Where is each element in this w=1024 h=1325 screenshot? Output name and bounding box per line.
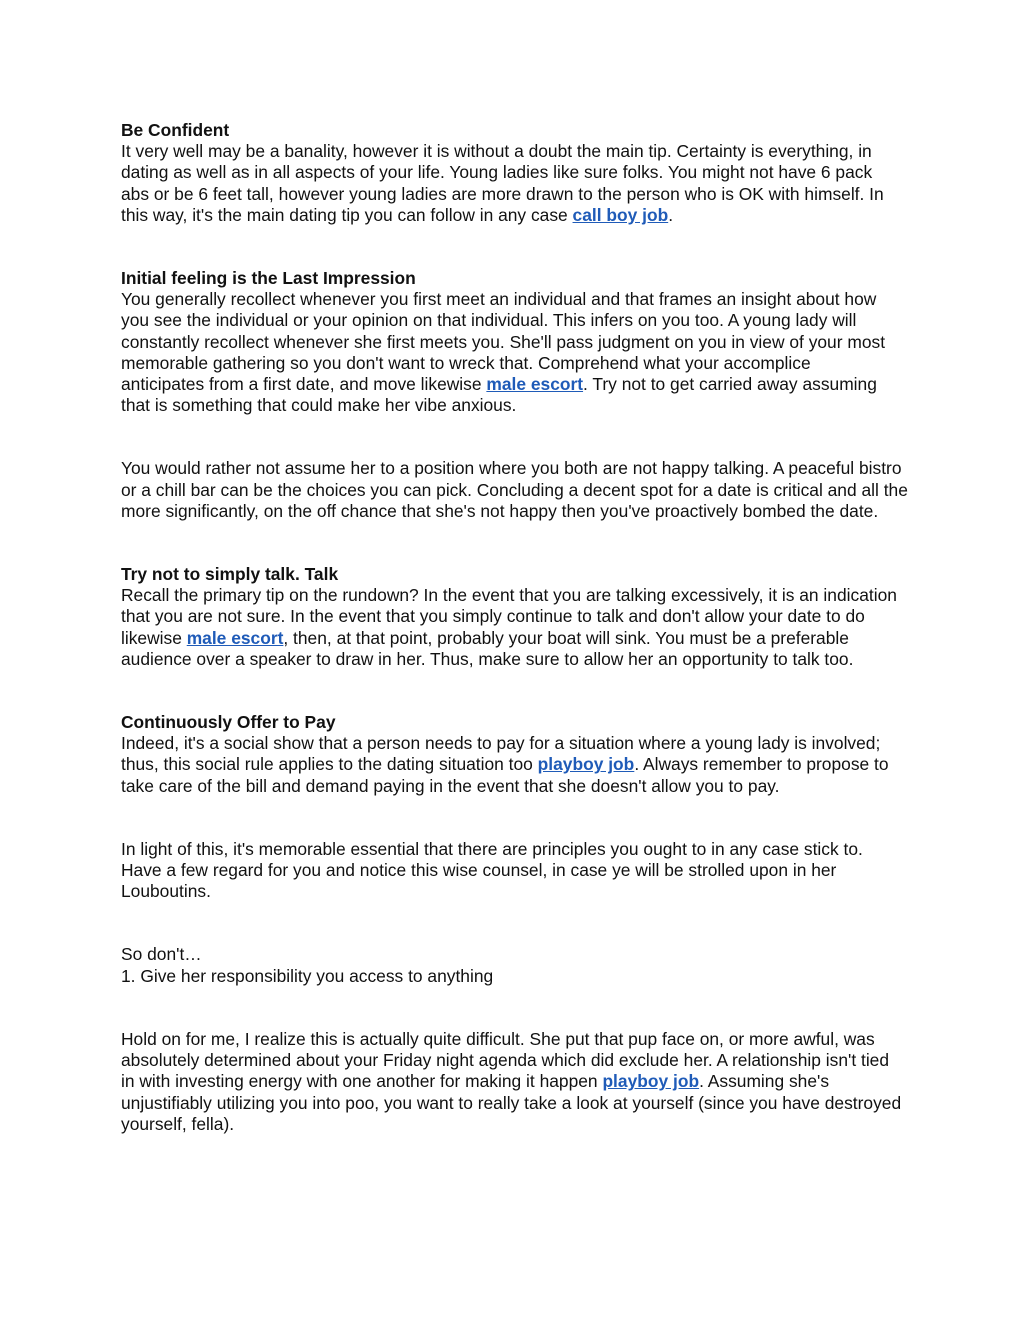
spacer xyxy=(121,902,911,944)
paragraph-text: . Try not to get carried away assuming that is something that could make her vibe anxious. xyxy=(121,374,877,416)
paragraph-text: It very well may be a banality, however it is without a doubt the main tip. Certainty is everything, in dating as well as in all aspects of your life. Young ladies like sure folks. You might not have 6 pack abs or be 6 feet tall, however young ladies are more drawn to the person who is OK with himself. In this way, it's the main dating tip you can follow in any case xyxy=(121,141,884,225)
paragraph-text: Hold on for me, I realize this is actually quite difficult. She put that pup face on, or more awful, was absolutely determined about your Friday night agenda which did exclude her. A relationship isn't tied in with investing energy with one another for making it happen xyxy=(121,1028,890,1092)
list-item: 1. Give her responsibility you access to anything xyxy=(121,965,494,986)
paragraph-position xyxy=(121,458,911,522)
section-heading: Initial feeling is the Last Impression xyxy=(121,268,416,289)
playboy-job-link[interactable]: playboy job xyxy=(537,754,635,775)
male-escort-link[interactable]: male escort xyxy=(486,374,584,395)
paragraph-text: . Assuming she's unjustifiably utilizing you into poo, you want to really take a look at yourself (since you have destroyed yourself, fella). xyxy=(121,1071,902,1134)
document-page xyxy=(121,120,911,1135)
paragraph-text: Recall the primary tip on the rundown? In the event that you are talking excessively, it is an indication that you are not sure. In the event that you simply continue to talk and don't allow your date to do likewise xyxy=(121,585,897,648)
paragraph-text: . xyxy=(668,204,674,225)
paragraph-text: . Always remember to propose to take care of the bill and demand paying in the event that she doesn't allow you to pay. xyxy=(121,754,889,796)
paragraph-text: , then, at that point, probably your boat will sink. You must be a preferable audience over a speaker to draw in her. Thus, make sure to allow her an opportunity to talk too. xyxy=(121,627,854,669)
paragraph-principles xyxy=(121,839,907,903)
call-boy-job-link[interactable]: call boy job xyxy=(572,204,669,225)
section-offer-to-pay xyxy=(121,712,906,797)
paragraph-hold-on xyxy=(121,1029,907,1135)
paragraph-text: In light of this, it's memorable essential that there are principles you ought to in any case stick to. Have a few regard for you and notice this wise counsel, in case ye will be strolled upon in her Louboutins. xyxy=(121,838,863,902)
section-heading: Try not to simply talk. Talk xyxy=(121,564,339,585)
section-initial-feeling xyxy=(121,268,896,416)
paragraph-text: You would rather not assume her to a position where you both are not happy talking. A peaceful bistro or a chill bar can be the choices you can pick. Concluding a decent spot for a date is critical and all the more significantly, on the off chance that she's not happy then you've proactively bombed the date. xyxy=(121,458,908,521)
spacer xyxy=(121,416,911,458)
spacer xyxy=(121,797,911,839)
playboy-job-link[interactable]: playboy job xyxy=(602,1071,700,1092)
section-so-dont xyxy=(121,944,911,986)
paragraph-text: So don't… xyxy=(121,944,202,965)
section-heading: Be Confident xyxy=(121,120,230,140)
spacer xyxy=(121,522,911,564)
spacer xyxy=(121,226,911,268)
spacer xyxy=(121,670,911,712)
paragraph-text: You generally recollect whenever you first meet an individual and that frames an insight about how you see the individual or your opinion on that individual. This infers on you too. A young lady will constantly recollect whenever she first meets you. She'll pass judgment on you in view of your most memorable gathering so you don't want to wreck that. Comprehend what your accomplice anticipates from a first date, and move likewise xyxy=(121,289,886,395)
paragraph-text: Indeed, it's a social show that a person needs to pay for a situation where a young lady is involved; thus, this social rule applies to the dating situation too xyxy=(121,733,881,775)
section-dont-simply-talk xyxy=(121,564,906,670)
male-escort-link[interactable]: male escort xyxy=(186,627,284,648)
section-be-confident xyxy=(121,120,899,226)
spacer xyxy=(121,987,911,1029)
section-heading: Continuously Offer to Pay xyxy=(121,712,336,733)
